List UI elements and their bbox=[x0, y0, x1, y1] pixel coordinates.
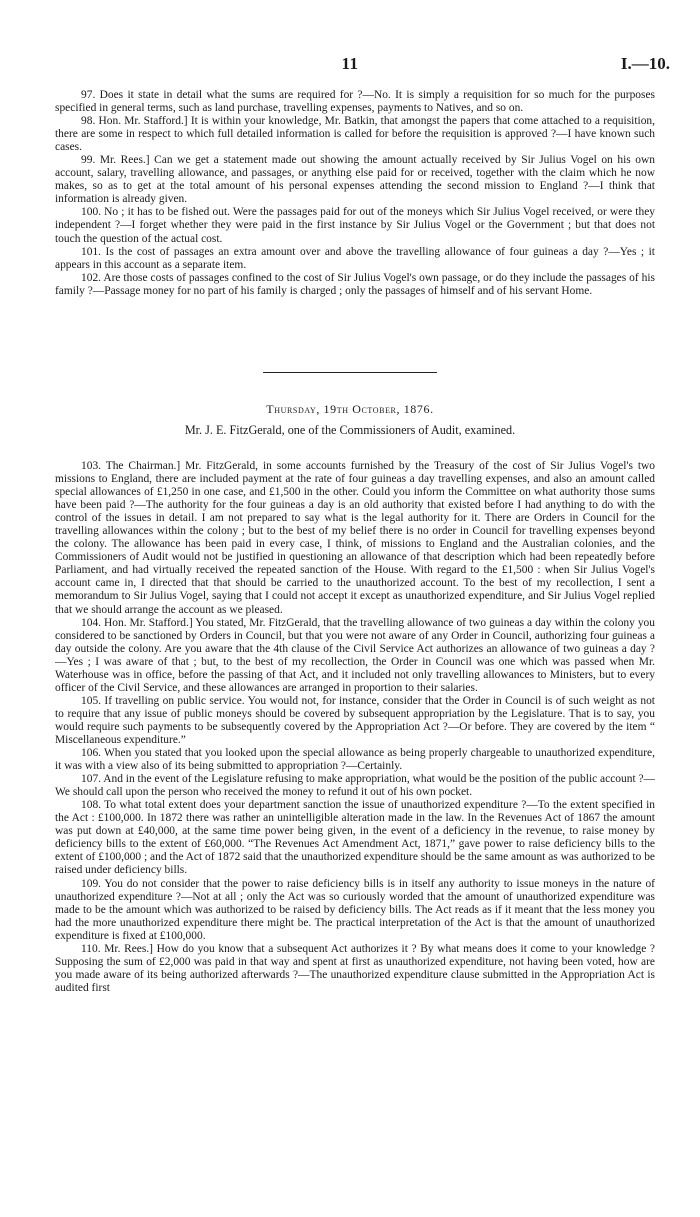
qa-paragraph-106: 106. When you stated that you looked upon the special allowance as being properly chargeable to unauthorized expenditure, it was with a view also of its being submitted to appropriation ?—Certainly. bbox=[55, 747, 655, 773]
qa-paragraph-107: 107. And in the event of the Legislature refusing to make appropriation, what would be the position of the public account ?—We should call upon the person who received the money to refund it out of his own pocket. bbox=[55, 773, 655, 799]
qa-paragraph-108: 108. To what total extent does your department sanction the issue of unauthorized expenditure ?—To the extent specified in the Act : £100,000. In 1872 there was rather an unintelligible alteration made in the law. In the Revenues Act of 1867 the amount was put down at £40,000, at the same time power being given, in the event of a deficiency in the revenue, to raise money by deficiency bills to the extent of £60,000. “The Revenues Act Amendment Act, 1871,” gave power to raise deficiency bills to the extent of £100,000 ; and the Act of 1872 said that the unauthorized expenditure should be the same amount as was authorized to be raised under deficiency bills. bbox=[55, 799, 655, 877]
evidence-block-after bbox=[55, 460, 655, 995]
qa-paragraph-101: 101. Is the cost of passages an extra amount over and above the travelling allowance of four guineas a day ?—Yes ; it appears in this account as a separate item. bbox=[55, 245, 655, 271]
qa-paragraph-102: 102. Are those costs of passages confined to the cost of Sir Julius Vogel's own passage, or do they include the passages of his family ?—Passage money for no part of his family is charged ; only the passages of himself and of his servant Home. bbox=[55, 271, 655, 297]
qa-paragraph-109: 109. You do not consider that the power to raise deficiency bills is in itself any authority to issue moneys in the nature of unauthorized expenditure ?—Not at all ; only the Act was so curiously worded that the amount of unauthorized expenditure was made to be the amount which was authorized to be raised by deficiency bills. The Act reads as if it meant that the less money you had the more unauthorized expenditure there might be. The practical interpretation of the Act is that the amount of unauthorized expenditure is fixed at £100,000. bbox=[55, 877, 655, 942]
qa-paragraph-99: 99. Mr. Rees.] Can we get a statement made out showing the amount actually received by Sir Julius Vogel on his own account, salary, travelling allowance, and passages, or anything else paid for or received, together with the claim which he now makes, so as to get at the total amount of his personal expenses attending the second mission to England ?—I think that information is already given. bbox=[55, 154, 655, 206]
paper-reference: I.—10. bbox=[620, 54, 670, 73]
qa-paragraph-97: 97. Does it state in detail what the sums are required for ?—No. It is simply a requisition for so much for the purposes specified in general terms, such as land purchase, travelling expenses, payments to Natives, and so on. bbox=[55, 89, 655, 115]
qa-paragraph-98: 98. Hon. Mr. Stafford.] It is within your knowledge, Mr. Batkin, that amongst the papers that come attached to a requisition, there are some in respect to which full detailed information is called for before the requisition is approved ?—I have known such cases. bbox=[55, 115, 655, 154]
page-number: 11 bbox=[341, 54, 359, 73]
qa-paragraph-104: 104. Hon. Mr. Stafford.] You stated, Mr. FitzGerald, that the travelling allowance of two guineas a day within the colony you considered to be sanctioned by Orders in Council, but that you were not aware of any Order in Council, authorizing four guineas a day outside the colony. Are you aware that the 4th clause of the Civil Service Act authorizes an allowance of two guineas a day ?—Yes ; I was aware of that ; but, to the best of my recollection, the Order in Council was one which was passed when Mr. Waterhouse was in office, before the passing of that Act, and it included not only travelling allowances to Ministers, but to every officer of the Civil Service, and these allowances are arranged in proportion to their salaries. bbox=[55, 616, 655, 694]
qa-paragraph-110: 110. Mr. Rees.] How do you know that a subsequent Act authorizes it ? By what means does it come to your knowledge ? Supposing the sum of £2,000 was paid in that way and spent at first as unauthorized expenditure, not having been voted, how are you made aware of its being authorized afterwards ?—The unauthorized expenditure clause submitted in the Appropriation Act is audited first bbox=[55, 942, 655, 994]
qa-paragraph-103: 103. The Chairman.] Mr. FitzGerald, in some accounts furnished by the Treasury of the cost of Sir Julius Vogel's two missions to England, there are included payment at the rate of four guineas a day travelling expenses, and also an amount called special allowances of £1,250 in one case, and £1,500 in the other. Could you inform the Committee on what authority those sums have been paid ?—The authority for the four guineas a day is an old authority that existed before I had anything to do with the control of the issues in detail. I am not prepared to say what is the legal authority for it. There are Orders in Council for the travelling allowances within the colony ; but to the best of my belief there is no order in Council for travelling expenses beyond the colony. The allowance has been paid in every case, I think, of missions to England and the Australian colonies, and the Commissioners of Audit would not be justified in questioning an allowance of that description which had been repeatedly before Parliament, and had virtually received the repeated sanction of the House. With regard to the £1,500 : when Sir Julius Vogel's account came in, I directed that that should be carried to the unauthorized account. To the best of my recollection, I sent a memorandum to Sir Julius Vogel, saying that I could not accept it except as unauthorized expenditure, and Sir Julius Vogel replied that we should arrange the account as we pleased. bbox=[55, 460, 655, 616]
sitting-date: Thursday, 19th October, 1876. bbox=[266, 402, 434, 416]
qa-paragraph-105: 105. If travelling on public service. You would not, for instance, consider that the Order in Council is of such weight as not to require that any issue of public moneys should be covered by subsequent appropriation by the Legislature. That is to say, you would require such payments to be subsequently covered by the Appropriation Act ?—Or before. They are covered by the item “ Miscellaneous expenditure.” bbox=[55, 694, 655, 746]
section-divider bbox=[263, 372, 437, 373]
qa-paragraph-100: 100. No ; it has to be fished out. Were the passages paid for out of the moneys which Sir Julius Vogel received, or were they independent ?—I forget whether they were paid in the first instance by Sir Julius Vogel or the Government ; but that does not touch the question of the actual cost. bbox=[55, 206, 655, 245]
witness-heading: Mr. J. E. FitzGerald, one of the Commissioners of Audit, examined. bbox=[184, 423, 516, 437]
evidence-block-before bbox=[55, 89, 655, 298]
